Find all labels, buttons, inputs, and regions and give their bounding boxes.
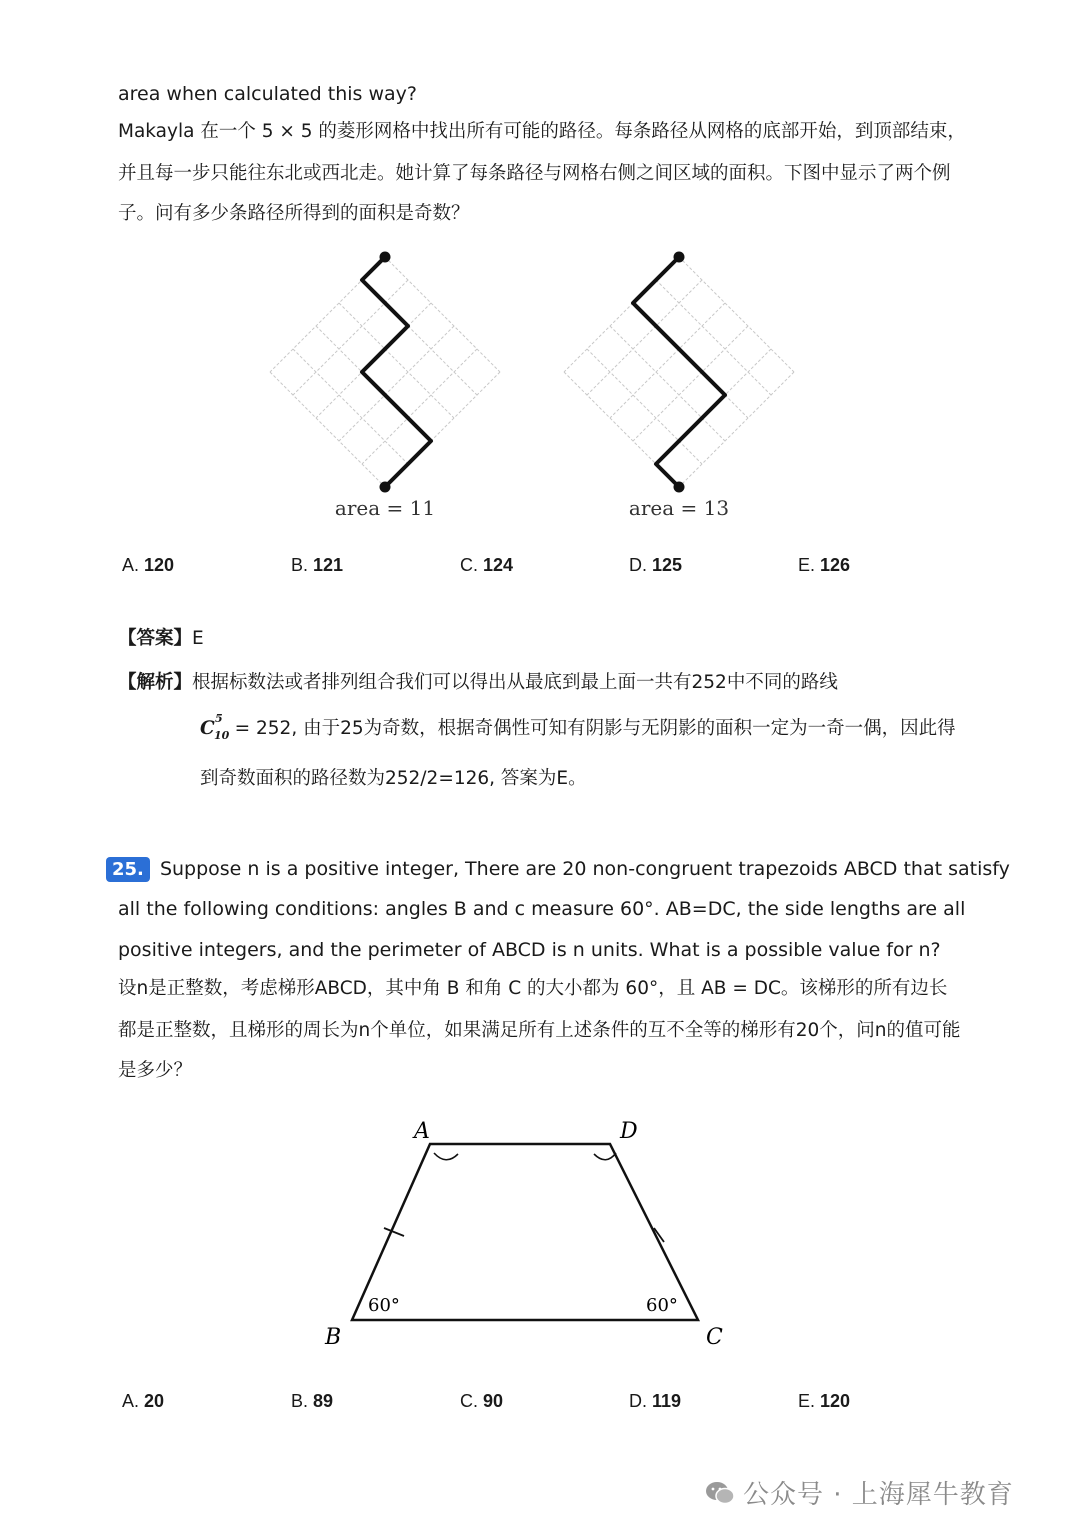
analysis-line-1: 【解析】根据标数法或者排列组合我们可以得出从最底到最上面一共有252中不同的路线 (118, 672, 838, 693)
analysis-line-3: 到奇数面积的路径数为252/2=126, 答案为E。 (200, 768, 587, 789)
q24-option-b: B. 121 (291, 555, 344, 575)
analysis-line-2: C 5 10 = 252, 由于25为奇数，根据奇偶性可知有阴影与无阴影的面积一定为一奇一偶，因此得 (200, 712, 956, 742)
angle-label-b: 60° (368, 1295, 400, 1316)
q25-option-a: A. 20 (122, 1391, 165, 1411)
q25-option-b: B. 89 (291, 1391, 334, 1411)
wechat-icon (705, 1480, 735, 1506)
q24-cn-line-3: 子。问有多少条路径所得到的面积是奇数？ (118, 203, 470, 224)
q25-option-e: E. 120 (798, 1391, 851, 1411)
path-example-2 (633, 257, 725, 487)
q24-option-a: A. 120 (122, 555, 175, 575)
path-bottom-dot (674, 482, 685, 493)
q25-en-line-1: 25. Suppose n is a positive integer, There are 20 non-congruent trapezoids ABCD that satisfy (106, 860, 1010, 879)
vertex-label-d: D (620, 1119, 638, 1144)
area-label-1: area = 11 (334, 496, 436, 520)
angle-label-c: 60° (646, 1295, 678, 1316)
q24-option-d: D. 125 (629, 555, 683, 575)
q25-cn-line-1: 设n是正整数，考虑梯形ABCD，其中角 B 和角 C 的大小都为 60°，且 AB = DC。该梯形的所有边长 (118, 978, 948, 999)
q25-en-line-3: positive integers, and the perimeter of ABCD is n units. What is a possible value for n? (118, 939, 941, 961)
combination-formula: C 5 10 (200, 712, 230, 742)
q25-en-line-2: all the following conditions: angles B and c measure 60°. AB=DC, the side lengths are all (118, 898, 966, 920)
path-bottom-dot (380, 482, 391, 493)
vertex-label-c: C (706, 1325, 723, 1350)
diamond-grid-left (270, 252, 500, 521)
vertex-label-b: B (325, 1325, 342, 1350)
angle-arc-a (434, 1153, 458, 1160)
answer-line (118, 630, 204, 649)
q24-option-e: E. 126 (798, 555, 851, 575)
analysis-label: 【解析】 (118, 672, 193, 693)
answer-value: E (192, 628, 204, 649)
watermark (705, 1474, 1014, 1511)
watermark-text: 公众号 · 上海犀牛教育 (743, 1480, 1014, 1510)
q25-option-c: C. 90 (460, 1391, 504, 1411)
trapezoid-abcd (352, 1144, 698, 1320)
trapezoid-figure (310, 1110, 750, 1360)
angle-arc-d (594, 1153, 616, 1160)
path-grid-figures (250, 245, 830, 525)
q25-cn-line-3: 是多少？ (118, 1060, 193, 1081)
area-label-2: area = 13 (628, 496, 730, 520)
path-top-dot (380, 252, 391, 263)
tick-mark-ab (384, 1228, 404, 1236)
q24-text-line-0: area when calculated this way? (118, 83, 417, 105)
vertex-label-a: A (414, 1119, 430, 1144)
q24-cn-line-2: 并且每一步只能往东北或西北走。她计算了每条路径与网格右侧之间区域的面积。下图中显示了两个例 (118, 163, 951, 184)
answer-label: 【答案】 (118, 628, 193, 649)
q24-cn-line-1: Makayla 在一个 5 × 5 的菱形网格中找出所有可能的路径。每条路径从网格的底部开始，到顶部结束， (118, 121, 966, 142)
path-top-dot (674, 252, 685, 263)
q25-cn-line-2: 都是正整数，且梯形的周长为n个单位，如果满足所有上述条件的互不全等的梯形有20个，问n的值可能 (118, 1020, 961, 1041)
q25-option-d: D. 119 (629, 1391, 682, 1411)
q24-option-c: C. 124 (460, 555, 514, 575)
diamond-grid-right (564, 252, 794, 521)
question-number-badge: 25. (106, 857, 150, 882)
